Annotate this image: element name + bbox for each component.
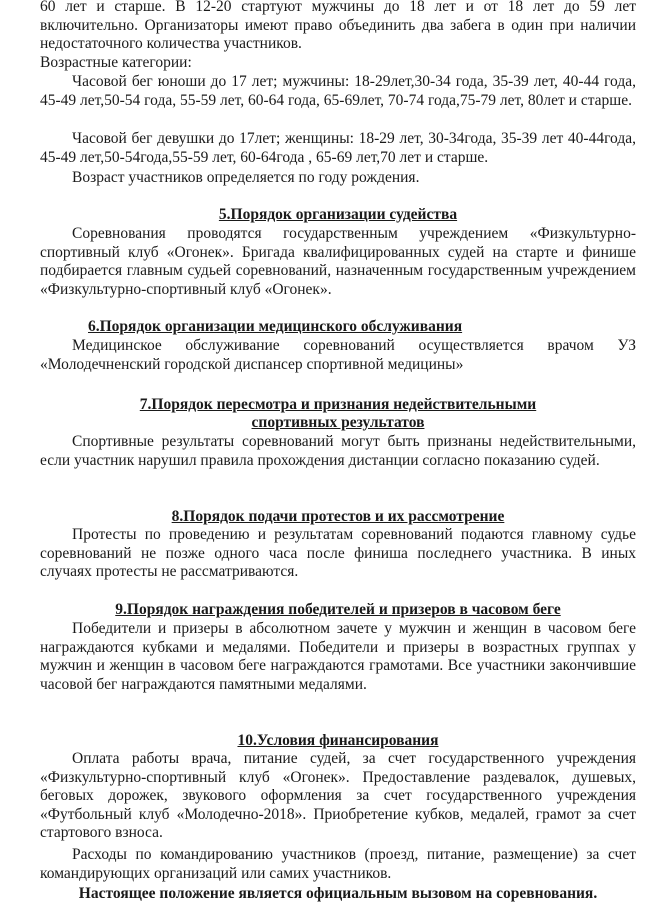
section-5-paragraph: Соревнования проводятся государственным учреждением «Физкультурно-спортивный клуб «Огонек». Бригада квалифицированных судей на старте и финише подбирается главным судьей соревнований, назначенным государственным учреждением «Физкультурно-спортивный клуб «Огонек». [40, 225, 636, 298]
age-categories-heading: Возрастные категории: [40, 54, 192, 71]
closing-statement: Настоящее положение является официальным вызовом на соревнования. [78, 885, 598, 902]
section-6-title: 6.Порядок организации медицинского обслуживания [88, 318, 463, 335]
men-categories-paragraph: Часовой бег юноши до 17 лет; мужчины: 18-29лет,30-34 года, 35-39 лет, 40-44 года, 45-49 лет,50-54 года, 55-59 лет, 60-64 года, 65-69лет, 70-74 года,75-79 лет, 80лет и старше. [40, 73, 636, 109]
section-5-title: 5.Порядок организации судейства [218, 206, 458, 223]
women-categories-paragraph: Часовой бег девушки до 17лет; женщины: 18-29 лет, 30-34года, 35-39 лет 40-44года, 45-49 лет,50-54года,55-59 лет, 60-64года , 65-69 лет,70 лет и старше. [40, 130, 636, 166]
section-9-title: 9.Порядок награждения победителей и призеров в часовом беге [115, 601, 561, 618]
section-10-paragraph-1: Оплата работы врача, питание судей, за счет государственного учреждения «Физкультурно-спортивный клуб «Огонек». Предоставление раздевалок, душевых, беговых дорожек, звукового оформления за счет государственного учреждения «Футбольный клуб «Молодечно-2018». Приобретение кубков, медалей, грамот за счет стартового взноса. [40, 750, 636, 842]
section-7-title-line1: 7.Порядок пересмотра и признания недействительными [139, 396, 537, 413]
intro-paragraph: 60 лет и старше. В 12-20 стартуют мужчины до 18 лет и от 18 лет до 59 лет включительно. Организаторы имеют право объединить два забега в один при наличии недостаточного количества участников. [40, 0, 636, 53]
section-7-paragraph: Спортивные результаты соревнований могут быть признаны недействительными, если участник нарушил правила прохождения дистанции согласно показанию судей. [40, 433, 636, 469]
section-8-title: 8.Порядок подачи протестов и их рассмотрение [171, 508, 505, 525]
section-8-paragraph: Протесты по проведению и результатам соревнований подаются главному судье соревнований не позже одного часа после финиша последнего участника. В иных случаях протесты не рассматриваются. [40, 526, 636, 581]
section-6-paragraph: Медицинское обслуживание соревнований осуществляется врачом УЗ «Молодечненский городской диспансер спортивной медицины» [40, 337, 636, 373]
section-7-title-line2: спортивных результатов [251, 414, 425, 431]
section-10-title: 10.Условия финансирования [237, 732, 439, 749]
section-9-paragraph: Победители и призеры в абсолютном зачете у мужчин и женщин в часовом беге награждаются кубками и медалями. Победители и призеры в возрастных группах у мужчин и женщин в часовом беге награждаются грамотами. Все участники закончившие часовой бег награждаются памятными медалями. [40, 620, 636, 693]
section-10-paragraph-2: Расходы по командированию участников (проезд, питание, размещение) за счет командирующих организаций или самих участников. [40, 846, 636, 882]
age-rule-paragraph: Возраст участников определяется по году рождения. [72, 169, 420, 186]
